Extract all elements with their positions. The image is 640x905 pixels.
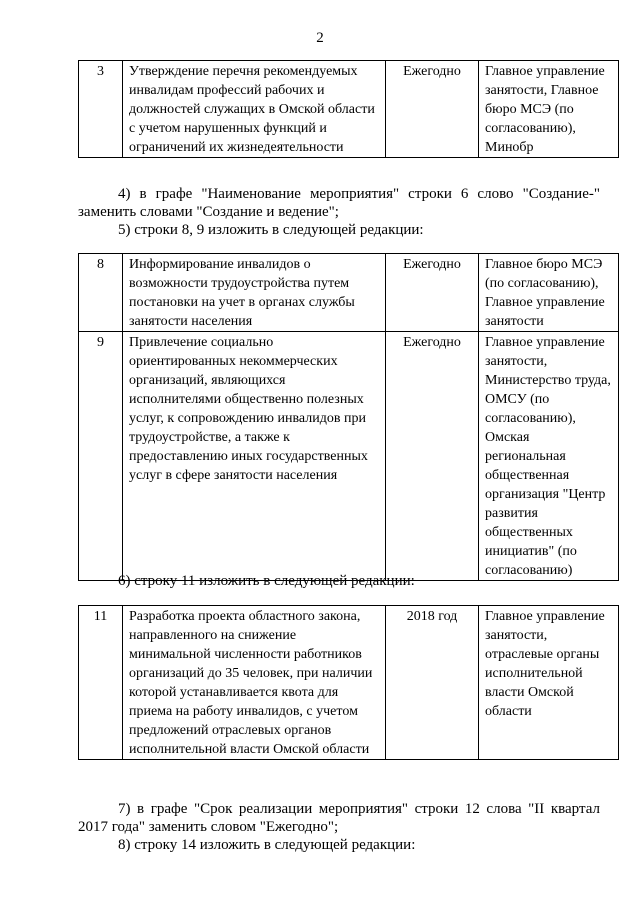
measure-name: Привлечение социально ориентированных некоммерческих организаций, являющихся исполнителями общественно полезных услуг, к сопровождению инвалидов при трудоустройстве, а также к предоставлению иных государственных услуг в сфере занятости населения [123,332,386,581]
table-row-3 [78,60,619,158]
row-number: 3 [79,61,123,158]
measure-name: Разработка проекта областного закона, направленного на снижение минимальной численности работников организаций до 35 человек, при наличии которой устанавливается квота для приема на работу инвалидов, с учетом предложений отраслевых органов исполнительной власти Омской области [123,606,386,760]
page-number: 2 [316,30,324,46]
responsible: Главное бюро МСЭ (по согласованию), Главное управление занятости [479,254,619,332]
paragraph-5: 5) строки 8, 9 изложить в следующей редакции: [118,222,424,238]
deadline: Ежегодно [386,254,479,332]
paragraph-6: 6) строку 11 изложить в следующей редакции: [118,573,415,589]
table-row [79,606,619,760]
deadline: 2018 год [386,606,479,760]
paragraph-7-line-2: 2017 года" заменить словом "Ежегодно"; [78,819,339,835]
row-number: 8 [79,254,123,332]
table-row [79,332,619,581]
table-row [79,61,619,158]
responsible: Главное управление занятости, отраслевые органы исполнительной власти Омской области [479,606,619,760]
paragraph-7-line-1: 7) в графе "Срок реализации мероприятия" строки 12 слова "II квартал [118,801,600,817]
table-row [79,254,619,332]
deadline: Ежегодно [386,61,479,158]
row-number: 11 [79,606,123,760]
table-rows-8-9 [78,253,619,581]
paragraph-4-line-1: 4) в графе "Наименование мероприятия" строки 6 слово "Создание-" [118,186,600,202]
paragraph-8: 8) строку 14 изложить в следующей редакции: [118,837,416,853]
responsible: Главное управление занятости, Главное бюро МСЭ (по согласованию), Минобр [479,61,619,158]
deadline: Ежегодно [386,332,479,581]
paragraph-4-line-2: заменить словами "Создание и ведение"; [78,204,339,220]
measure-name: Утверждение перечня рекомендуемых инвалидам профессий рабочих и должностей служащих в Омской области с учетом нарушенных функций и ограничений их жизнедеятельности [123,61,386,158]
row-number: 9 [79,332,123,581]
table-row-11 [78,605,619,760]
responsible: Главное управление занятости, Министерство труда, ОМСУ (по согласованию), Омская региональная общественная организация "Центр развития общественных инициатив" (по согласованию) [479,332,619,581]
measure-name: Информирование инвалидов о возможности трудоустройства путем постановки на учет в органах службы занятости населения [123,254,386,332]
